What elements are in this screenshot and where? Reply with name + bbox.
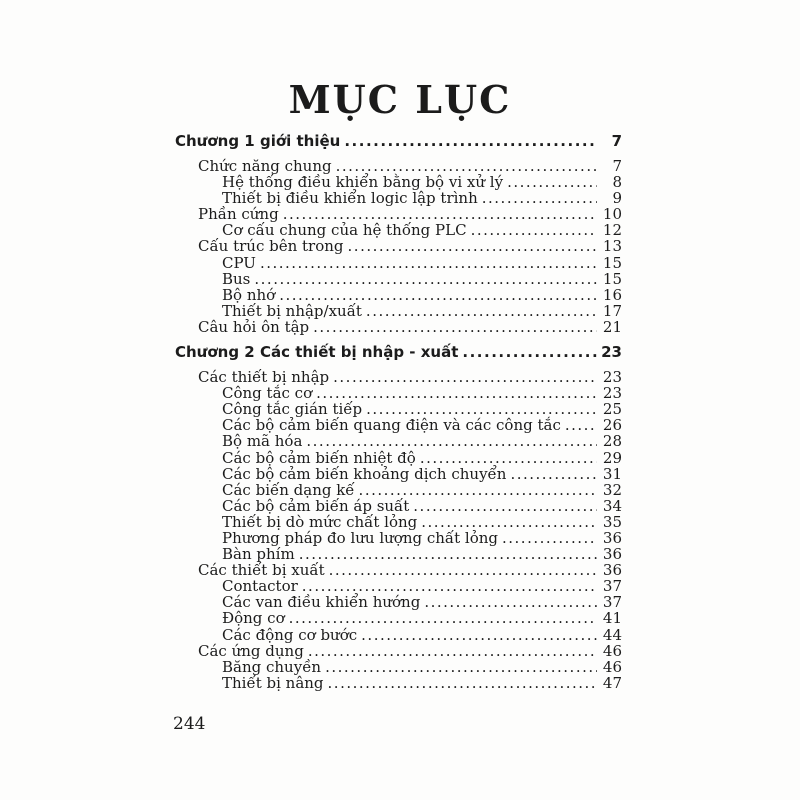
toc-entry-row: [175, 643, 622, 659]
toc-entry-row: [175, 482, 622, 498]
toc-entry-page-number: 8: [612, 173, 622, 192]
toc-entry-row: [175, 578, 622, 594]
toc-entry-label: Cơ cấu chung của hệ thống PLC: [222, 221, 467, 240]
dot-leader: [359, 482, 597, 498]
toc-entry-label: Thiết bị nhập/xuất: [222, 301, 362, 320]
toc-entry-row: [175, 514, 622, 530]
toc-entry-page-number: 31: [602, 464, 622, 483]
toc-entry-page-number: 46: [602, 657, 622, 676]
dot-leader: [344, 133, 597, 150]
toc-entry-row: [175, 433, 622, 449]
toc-entry-page-number: 7: [612, 157, 622, 175]
toc-entry-label: Các thiết bị xuất: [198, 561, 325, 580]
toc-entry-page-number: 34: [602, 496, 622, 515]
toc-entry-page-number: 36: [602, 561, 622, 580]
toc-entry-page-number: 37: [602, 577, 622, 596]
dot-leader: [424, 594, 597, 610]
toc-entry-label: Các bộ cảm biến áp suất: [222, 496, 410, 515]
toc-entry-page-number: 29: [602, 448, 622, 467]
dot-leader: [333, 369, 597, 385]
dot-leader: [325, 659, 597, 675]
toc-entry-label: Các biến dạng kế: [222, 480, 355, 499]
toc-entry-row: [175, 238, 622, 254]
toc-entry-row: [175, 401, 622, 417]
dot-leader: [308, 643, 597, 659]
toc-entry-label: Phương pháp đo lưu lượng chất lỏng: [222, 528, 498, 547]
toc-chapter-row: [175, 344, 622, 361]
toc-entry-label: Hệ thống điều khiển bằng bộ vi xử lý: [222, 173, 504, 192]
toc-entry-row: [175, 385, 622, 401]
toc-entry-page-number: 13: [602, 237, 622, 256]
toc-list: [175, 133, 622, 691]
toc-entry-label: Bus: [222, 269, 251, 288]
toc-entry-page-number: 46: [602, 641, 622, 660]
toc-entry-page-number: 35: [602, 512, 622, 531]
toc-entry-row: [175, 659, 622, 675]
toc-entry-label: Chương 2 Các thiết bị nhập - xuất: [175, 343, 459, 362]
toc-entry-label: Công tắc gián tiếp: [222, 400, 363, 419]
dot-leader: [283, 206, 597, 222]
toc-entry-row: [175, 255, 622, 271]
dot-leader: [329, 562, 597, 578]
dot-leader: [260, 255, 597, 271]
toc-entry-row: [175, 271, 622, 287]
toc-entry-row: [175, 319, 622, 335]
toc-entry-page-number: 41: [602, 609, 622, 628]
toc-entry-page-number: 36: [602, 545, 622, 564]
dot-leader: [471, 222, 597, 238]
dot-leader: [299, 546, 597, 562]
dot-leader: [313, 319, 597, 335]
toc-entry-page-number: 7: [611, 132, 622, 150]
dot-leader: [366, 303, 597, 319]
toc-entry-label: Thiết bị điều khiển logic lập trình: [222, 189, 478, 208]
dot-leader: [462, 344, 597, 361]
dot-leader: [420, 450, 597, 466]
toc-entry-row: [175, 562, 622, 578]
toc-entry-page-number: 21: [602, 317, 622, 336]
toc-entry-page-number: 26: [602, 416, 622, 435]
toc-entry-page-number: 25: [602, 400, 622, 419]
dot-leader: [413, 498, 597, 514]
toc-entry-row: [175, 466, 622, 482]
toc-entry-label: Các van điều khiển hướng: [222, 593, 421, 612]
toc-entry-label: Các bộ cảm biến quang điện và các công tắc: [222, 416, 561, 435]
toc-entry-row: [175, 174, 622, 190]
dot-leader: [482, 190, 597, 206]
toc-entry-page-number: 36: [602, 528, 622, 547]
toc-entry-page-number: 28: [602, 432, 622, 451]
toc-entry-row: [175, 369, 622, 385]
toc-entry-label: Chức năng chung: [198, 157, 332, 175]
toc-entry-label: Các bộ cảm biến khoảng dịch chuyển: [222, 464, 507, 483]
dot-leader: [328, 675, 597, 691]
folio-page-number: 244: [173, 714, 206, 734]
toc-entry-page-number: 17: [602, 301, 622, 320]
toc-entry-row: [175, 190, 622, 206]
dot-leader: [289, 610, 597, 626]
dot-leader: [361, 627, 597, 643]
dot-leader: [421, 514, 597, 530]
toc-entry-label: Cấu trúc bên trong: [198, 237, 344, 256]
dot-leader: [502, 530, 597, 546]
dot-leader: [316, 385, 597, 401]
toc-entry-page-number: 23: [602, 384, 622, 403]
toc-entry-row: [175, 287, 622, 303]
toc-entry-row: [175, 498, 622, 514]
dot-leader: [565, 417, 597, 433]
toc-entry-row: [175, 303, 622, 319]
toc-entry-page-number: 16: [602, 285, 622, 304]
toc-entry-page-number: 15: [602, 253, 622, 272]
toc-entry-row: [175, 417, 622, 433]
dot-leader: [302, 578, 597, 594]
toc-entry-label: Chương 1 giới thiệu: [175, 132, 341, 150]
toc-entry-row: [175, 627, 622, 643]
toc-entry-page-number: 23: [602, 368, 622, 387]
dot-leader: [306, 433, 597, 449]
toc-entry-page-number: 44: [602, 625, 622, 644]
toc-entry-page-number: 10: [602, 205, 622, 224]
toc-entry-row: [175, 546, 622, 562]
dot-leader: [279, 287, 597, 303]
toc-entry-row: [175, 610, 622, 626]
toc-entry-row: [175, 158, 622, 174]
dot-leader: [336, 158, 597, 174]
toc-chapter-row: [175, 133, 622, 150]
toc-entry-label: Động cơ: [222, 609, 285, 628]
toc-entry-label: Bộ mã hóa: [222, 432, 303, 451]
toc-entry-page-number: 32: [602, 480, 622, 499]
toc-entry-page-number: 15: [602, 269, 622, 288]
toc-entry-label: Các ứng dụng: [198, 641, 304, 660]
toc-entry-label: CPU: [222, 253, 256, 272]
toc-entry-page-number: 23: [601, 343, 622, 362]
toc-entry-label: Công tắc cơ: [222, 384, 313, 403]
dot-leader: [348, 238, 597, 254]
toc-entry-row: [175, 206, 622, 222]
toc-entry-label: Thiết bị dò mức chất lỏng: [222, 512, 418, 531]
toc-entry-label: Các thiết bị nhập: [198, 368, 330, 387]
toc-entry-label: Phần cứng: [198, 205, 279, 224]
dot-leader: [366, 401, 597, 417]
toc-entry-label: Bàn phím: [222, 545, 295, 564]
page-title: MỤC LỤC: [288, 77, 512, 123]
toc-entry-page-number: 12: [602, 221, 622, 240]
toc-entry-row: [175, 450, 622, 466]
toc-entry-label: Bộ nhớ: [222, 285, 276, 304]
dot-leader: [254, 271, 597, 287]
toc-entry-row: [175, 675, 622, 691]
toc-entry-row: [175, 530, 622, 546]
toc-entry-row: [175, 594, 622, 610]
toc-entry-page-number: 9: [612, 189, 622, 208]
toc-entry-label: Thiết bị nâng: [222, 673, 324, 692]
toc-entry-page-number: 37: [602, 593, 622, 612]
toc-entry-label: Contactor: [222, 577, 298, 596]
toc-entry-label: Băng chuyền: [222, 657, 322, 676]
toc-entry-label: Các động cơ bước: [222, 625, 358, 644]
toc-entry-page-number: 47: [602, 673, 622, 692]
toc-entry-label: Câu hỏi ôn tập: [198, 317, 310, 336]
dot-leader: [510, 466, 597, 482]
toc-entry-label: Các bộ cảm biến nhiệt độ: [222, 448, 416, 467]
toc-entry-row: [175, 222, 622, 238]
dot-leader: [507, 174, 597, 190]
